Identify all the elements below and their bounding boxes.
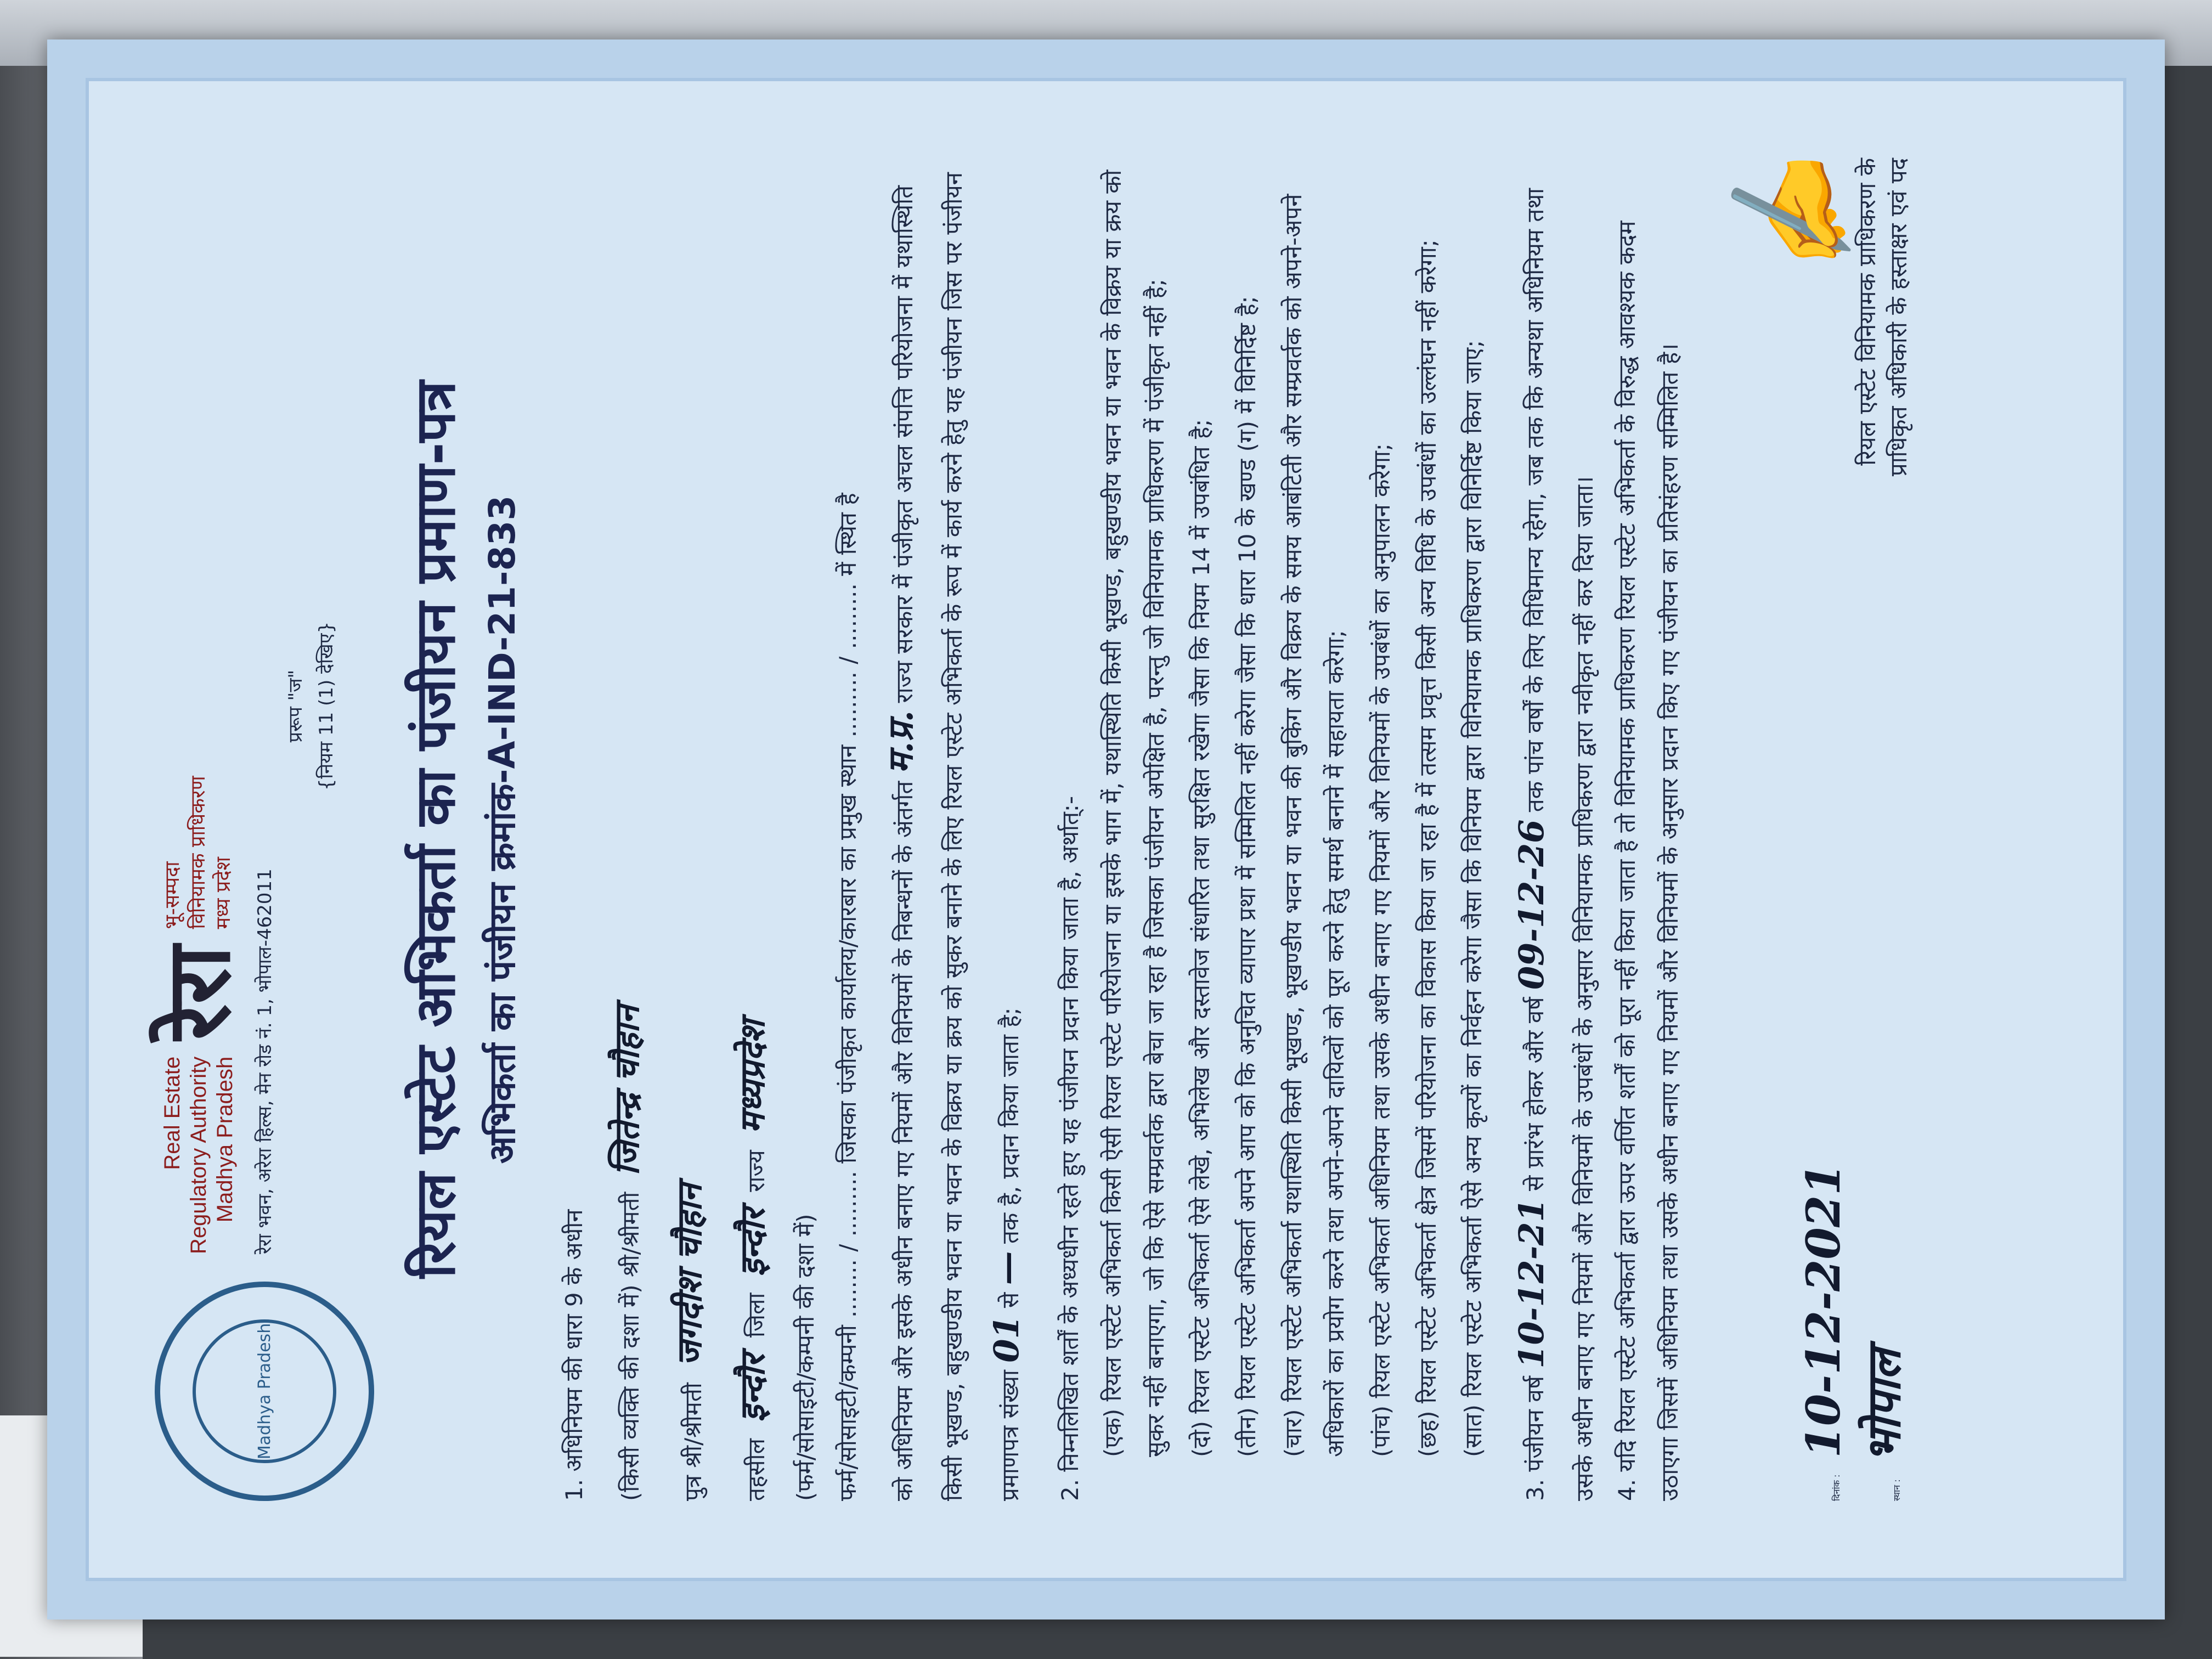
rule-ref: {नियम 11 (1) देखिए} [315,621,337,791]
condition-item: (छह) रियल एस्टेट अभिकर्ता क्षेत्र जिसमें परियोजना का विकास किया जा रहा है में तत्सम प्रवृत्त किसी अन्य विधि के उपबंधों का उल्लंघन नहीं करेगा; [1414,239,1441,1457]
para3-pre: 3. पंजीयन वर्ष [1522,1376,1549,1501]
tehsil-label: तहसील [743,1438,770,1501]
district-label: जिला [743,1293,770,1338]
para2-intro: 2. निम्नलिखित शर्तों के अध्यधीन रहते हुए यह पंजीयन प्रदान किया जाता है, अर्थात्:- [1057,795,1084,1501]
handwritten-signature: ✍ [1719,143,1867,296]
form-ref: प्ररूप "ज" [285,669,307,743]
condition-item: (चार) रियल एस्टेट अभिकर्ता यथास्थिति किसी भूखण्ड, भूखण्डीय भवन या भवन की बुकिंग और विक्रय के समय आबंटिती और सम्प्रवर्तक को अपने-अपने अधिकारों का प्रयोग करने तथा अपने-अपने दायित्वों को पूरा करने हेतु समर्थ बनाने में सहायता करेगा; [1279,194,1350,1457]
condition-item: (पांच) रियल एस्टेट अभिकर्ता अधिनियम तथा उसके अधीन बनाए गए नियमों और विनियमों के उपबंधों का अनुपालन करेगा; [1368,443,1395,1457]
condition-item: (एक) रियल एस्टेट अभिकर्ता किसी ऐसी रियल एस्टेट परियोजना या इसके भाग में, यथास्थिति किसी भूखण्ड, बहुखण्डीय भवन या भवन के विक्रय या क्रय को सुकर नहीं बनाएगा, जो कि ऐसे सम्प्रवर्तक द्वारा बेचा जा रहा है जिसका पंजीयन अपेक्षित है, परन्तु जो विनियामक प्राधिकरण में पंजीकृत नहीं है; [1099,170,1169,1457]
place-row [1850,1163,1914,1501]
state-value: मध्यप्रदेश [732,1020,773,1134]
date-row [1796,1163,1850,1501]
logo-hi-line: विनियामक प्राधिकरण [187,776,210,929]
district-value: इन्दौर [732,1208,773,1277]
para1-intro: 1. अधिनियम की धारा 9 के अधीन [561,1209,588,1501]
para1-body [870,158,1038,1501]
condition-item: (तीन) रियल एस्टेट अभिकर्ता अपने आप को कि अनुचित व्यापार प्रथा में सम्मिलित नहीं करेगा जैसा कि धारा 10 के खण्ड (ग) में विनिर्दिष्ट है; [1233,296,1261,1457]
tehsil-value: इन्दौर [732,1354,773,1422]
individual-label: (किसी व्यक्ति की दशा में) श्री/श्रीमती [617,1192,644,1501]
father-name: जगदीश चौहान [669,1183,710,1367]
certificate-number: 01 [986,1315,1026,1363]
registration-number: A-IND-21-833 [481,495,523,769]
condition-item: (सात) रियल एस्टेट अभिकर्ता ऐसे अन्य कृत्यों का निर्वहन करेगा जैसा कि विनियम द्वारा विनियामक प्राधिकरण द्वारा विनिर्दिष्ट किया जाए; [1460,340,1487,1457]
date-place-block [1796,1163,1914,1501]
state-label: राज्य [743,1150,770,1192]
certificate-header [147,158,374,1501]
firm-label: (फर्म/सोसाइटी/कम्पनी की दशा में) [792,1214,819,1501]
logo-en-line: Real Estate [160,1056,184,1170]
state-short: म.प्र. [881,710,921,774]
son-of-label: पुत्र श्री/श्रीमती [680,1383,707,1501]
para1-body-text-2: राज्य सरकार में पंजीकृत अचल संपत्ति परियोजना में यथास्थिति किसी भूखण्ड, बहुखण्डीय भवन या भवन के विक्रय या क्रय को सुकर बनाने के लिए रियल एस्टेट अभिकर्ता के रूप में कार्य करने हेतु यह पंजीयन जिस पर पंजीयन प्रमाणपत्र संख्या [891,172,1024,1501]
logo-glyph: रेरा [147,945,250,1040]
para1-body-text-3: तक है, प्रदान किया जाता है; [996,1007,1024,1244]
certificate-footer [1719,143,1914,1501]
signature-block [1719,143,1914,477]
para1-individual [596,158,659,1501]
certificate-subtitle [476,158,526,1501]
para3-mid: से प्रारंभ होकर और वर्ष [1522,997,1549,1191]
logo-hindi [160,776,237,929]
place-label: स्थान : [1891,1479,1902,1501]
certificate-title: रियल एस्टेट अभिकर्ता का पंजीयन प्रमाण-पत्र [403,381,467,1278]
seal-inner-text: Madhya Pradesh [255,1323,274,1460]
seal-inner [193,1319,336,1463]
logo-hi-line: मध्य प्रदेश [212,857,235,929]
from-label: से [996,1292,1024,1308]
signatory-label-2: प्राधिकृत अधिकारी के हस्ताक्षर एवं पद [1884,158,1912,477]
para1-location [721,158,785,1501]
issue-date: 10-12-2021 [1796,1163,1850,1458]
certificate-body [86,78,2126,1581]
agent-name: जितेन्द्र चौहान [606,1005,647,1176]
logo-english [159,1057,238,1254]
issue-place: भोपाल [1856,1349,1911,1463]
para3-post: तक पांच वर्षों के लिए विधिमान्य रहेगा, जब तक कि अन्यथा अधिनियम तथा उसके अधीन बनाए गए नियमों और विनियमों के उपबंधों के अनुसार विनियामक प्राधिकरण द्वारा नवीकृत नहीं कर दिया जाता। [1522,188,1598,1501]
validity-start: 10-12-21 [1511,1198,1552,1369]
certificate-text [553,158,1691,1501]
para4: 4. यदि रियल एस्टेट अभिकर्ता द्वारा ऊपर वर्णित शर्तों को पूरा नहीं किया जाता है तो विनियामक प्राधिकरण रियल एस्टेट अभिकर्ता के विरुद्ध आवश्यक कदम उठाएगा जिसमें अधिनियम तथा उसके अधीन बनाए गए नियमों और विनियमों के अनुसार प्रदान किए गए पंजीयन का प्रतिसंहरण सम्मिलित है। [1613,221,1684,1501]
authority-seal [155,1282,374,1501]
para1-body-text: को अधिनियम और इसके अधीन बनाए गए नियमों और विनियमों के निबन्धनों के अंतर्गत [891,781,918,1501]
para3 [1500,158,1606,1501]
firm-line: फर्म/सोसाइटी/कम्पनी ........ / ......... जिसका पंजीकृत कार्यालय/कारबार का प्रमुख स्थान ......... / ......... में स्थित है [834,493,862,1501]
header-center [147,158,338,1254]
authority-address: रेरा भवन, अरेरा हिल्स, मेन रोड नं. 1, भोपाल-462011 [254,868,276,1254]
conditions-list [1092,158,1495,1457]
rera-logo [147,158,250,1254]
para1-father [658,158,721,1501]
validity-end: 09-12-26 [1511,819,1552,990]
to-value: — [986,1251,1026,1285]
signatory-label-1: रियल एस्टेट विनियामक प्राधिकरण के [1853,158,1881,466]
subtitle-label: अभिकर्ता का पंजीयन क्रमांक- [481,769,523,1164]
logo-en-line: Regulatory Authority [187,1056,211,1254]
logo-hi-line: भू-सम्पदा [161,861,184,929]
condition-item: (दो) रियल एस्टेट अभिकर्ता ऐसे लेखे, अभिलेख और दस्तावेज संधारित तथा सुरक्षित रखेगा जैसा कि नियम 14 में उपबंधित है; [1188,419,1215,1457]
date-label: दिनांक : [1831,1474,1842,1501]
certificate-paper [47,40,2165,1620]
logo-en-line: Madhya Pradesh [213,1056,237,1223]
